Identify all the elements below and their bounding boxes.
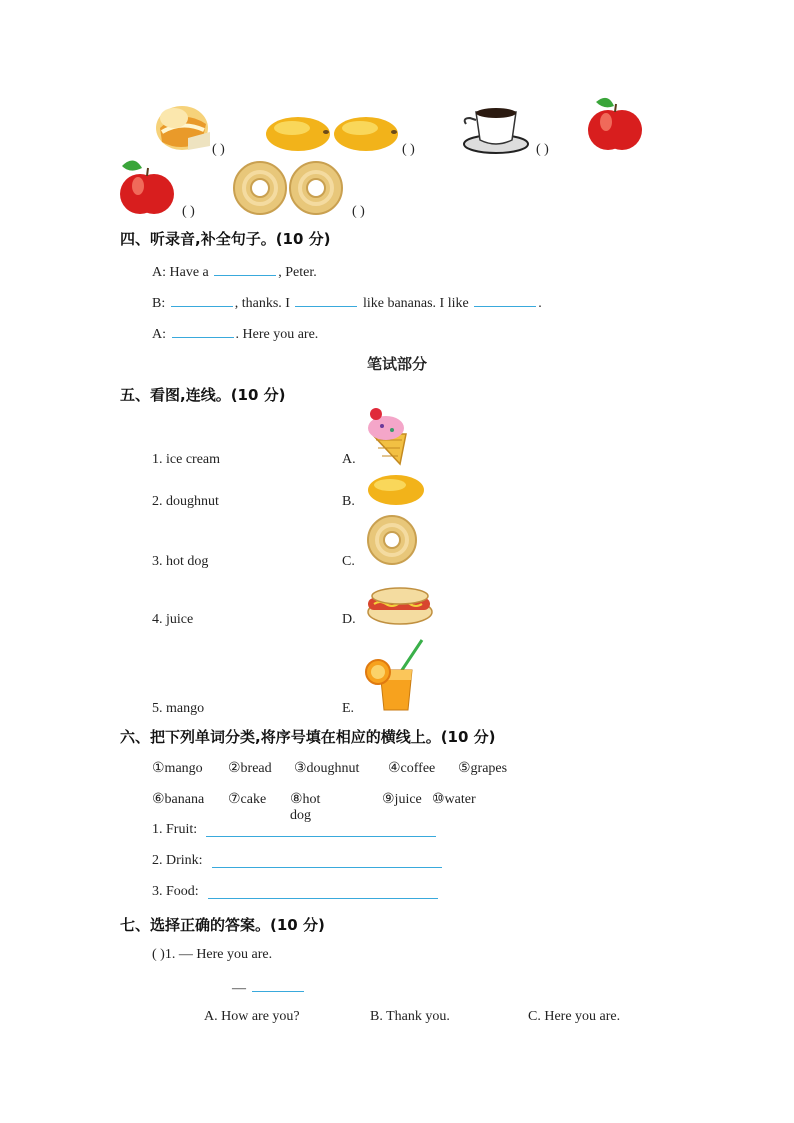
match-letter: E. xyxy=(342,701,355,716)
doughnut-icon xyxy=(366,514,418,566)
section-7-heading: 七、选择正确的答案。(10 分) xyxy=(120,916,325,934)
category-food-label: 3. Food: xyxy=(152,884,199,899)
coffee-cup-icon xyxy=(460,100,530,156)
match-item: 3. hot dog xyxy=(152,554,209,569)
match-letter: B. xyxy=(342,494,355,509)
match-item: 1. ice cream xyxy=(152,452,221,467)
answer-paren-3[interactable]: ( ) xyxy=(536,142,549,157)
word-item: ⑩water xyxy=(432,792,476,807)
answer-paren-2[interactable]: ( ) xyxy=(402,142,415,157)
cake-icon xyxy=(152,98,214,154)
match-item: 5. mango xyxy=(152,701,205,716)
match-letter: C. xyxy=(342,554,355,569)
answer-paren-4[interactable]: ( ) xyxy=(182,204,195,219)
category-food-answer-line[interactable] xyxy=(208,898,438,899)
word-item: ⑦cake xyxy=(228,792,267,807)
category-fruit-answer-line[interactable] xyxy=(206,836,436,837)
written-part-title: 笔试部分 xyxy=(366,355,427,373)
mango-icon xyxy=(264,112,332,154)
mango-icon xyxy=(332,112,400,154)
word-item: ①mango xyxy=(152,761,203,776)
fill-blank[interactable] xyxy=(214,261,276,276)
doughnut-icon xyxy=(232,160,288,216)
apple-icon xyxy=(586,94,644,156)
answer-paren-5[interactable]: ( ) xyxy=(352,204,365,219)
doughnut-icon xyxy=(288,160,344,216)
question-1-reply: — xyxy=(232,977,306,997)
word-item: ④coffee xyxy=(388,761,436,776)
category-fruit-label: 1. Fruit: xyxy=(152,822,198,837)
apple-icon xyxy=(118,156,176,218)
match-letter: D. xyxy=(342,612,356,627)
answer-paren-1[interactable]: ( ) xyxy=(212,142,225,157)
word-item: ⑨juice xyxy=(382,792,422,807)
fill-blank[interactable] xyxy=(295,292,357,307)
fill-blank[interactable] xyxy=(171,292,233,307)
dialog-line-3: A: . Here you are. xyxy=(152,323,318,343)
option-b[interactable]: B. Thank you. xyxy=(370,1009,450,1024)
section-6-heading: 六、把下列单词分类,将序号填在相应的横线上。(10 分) xyxy=(120,728,496,746)
fill-blank[interactable] xyxy=(474,292,536,307)
ice-cream-icon xyxy=(362,406,414,466)
dialog-line-2: B: , thanks. I like bananas. I like . xyxy=(152,292,542,312)
fill-blank[interactable] xyxy=(252,977,304,992)
section-5-heading: 五、看图,连线。(10 分) xyxy=(120,386,286,404)
fill-blank[interactable] xyxy=(172,323,234,338)
word-item: ⑧hot dog xyxy=(290,792,321,823)
word-item: ②bread xyxy=(228,761,272,776)
question-1: ( )1. — Here you are. xyxy=(152,947,273,962)
juice-icon xyxy=(362,636,428,716)
word-item: ⑥banana xyxy=(152,792,205,807)
section-4-heading: 四、听录音,补全句子。(10 分) xyxy=(120,230,331,248)
match-letter: A. xyxy=(342,452,356,467)
word-item: ③doughnut xyxy=(294,761,360,776)
dialog-line-1: A: Have a , Peter. xyxy=(152,261,317,281)
hot-dog-icon xyxy=(364,580,434,628)
match-item: 2. doughnut xyxy=(152,494,219,509)
mango-icon xyxy=(366,472,426,508)
word-item: ⑤grapes xyxy=(458,761,508,776)
category-drink-label: 2. Drink: xyxy=(152,853,203,868)
category-drink-answer-line[interactable] xyxy=(212,867,442,868)
option-a[interactable]: A. How are you? xyxy=(204,1009,300,1024)
option-c[interactable]: C. Here you are. xyxy=(528,1009,621,1024)
match-item: 4. juice xyxy=(152,612,194,627)
